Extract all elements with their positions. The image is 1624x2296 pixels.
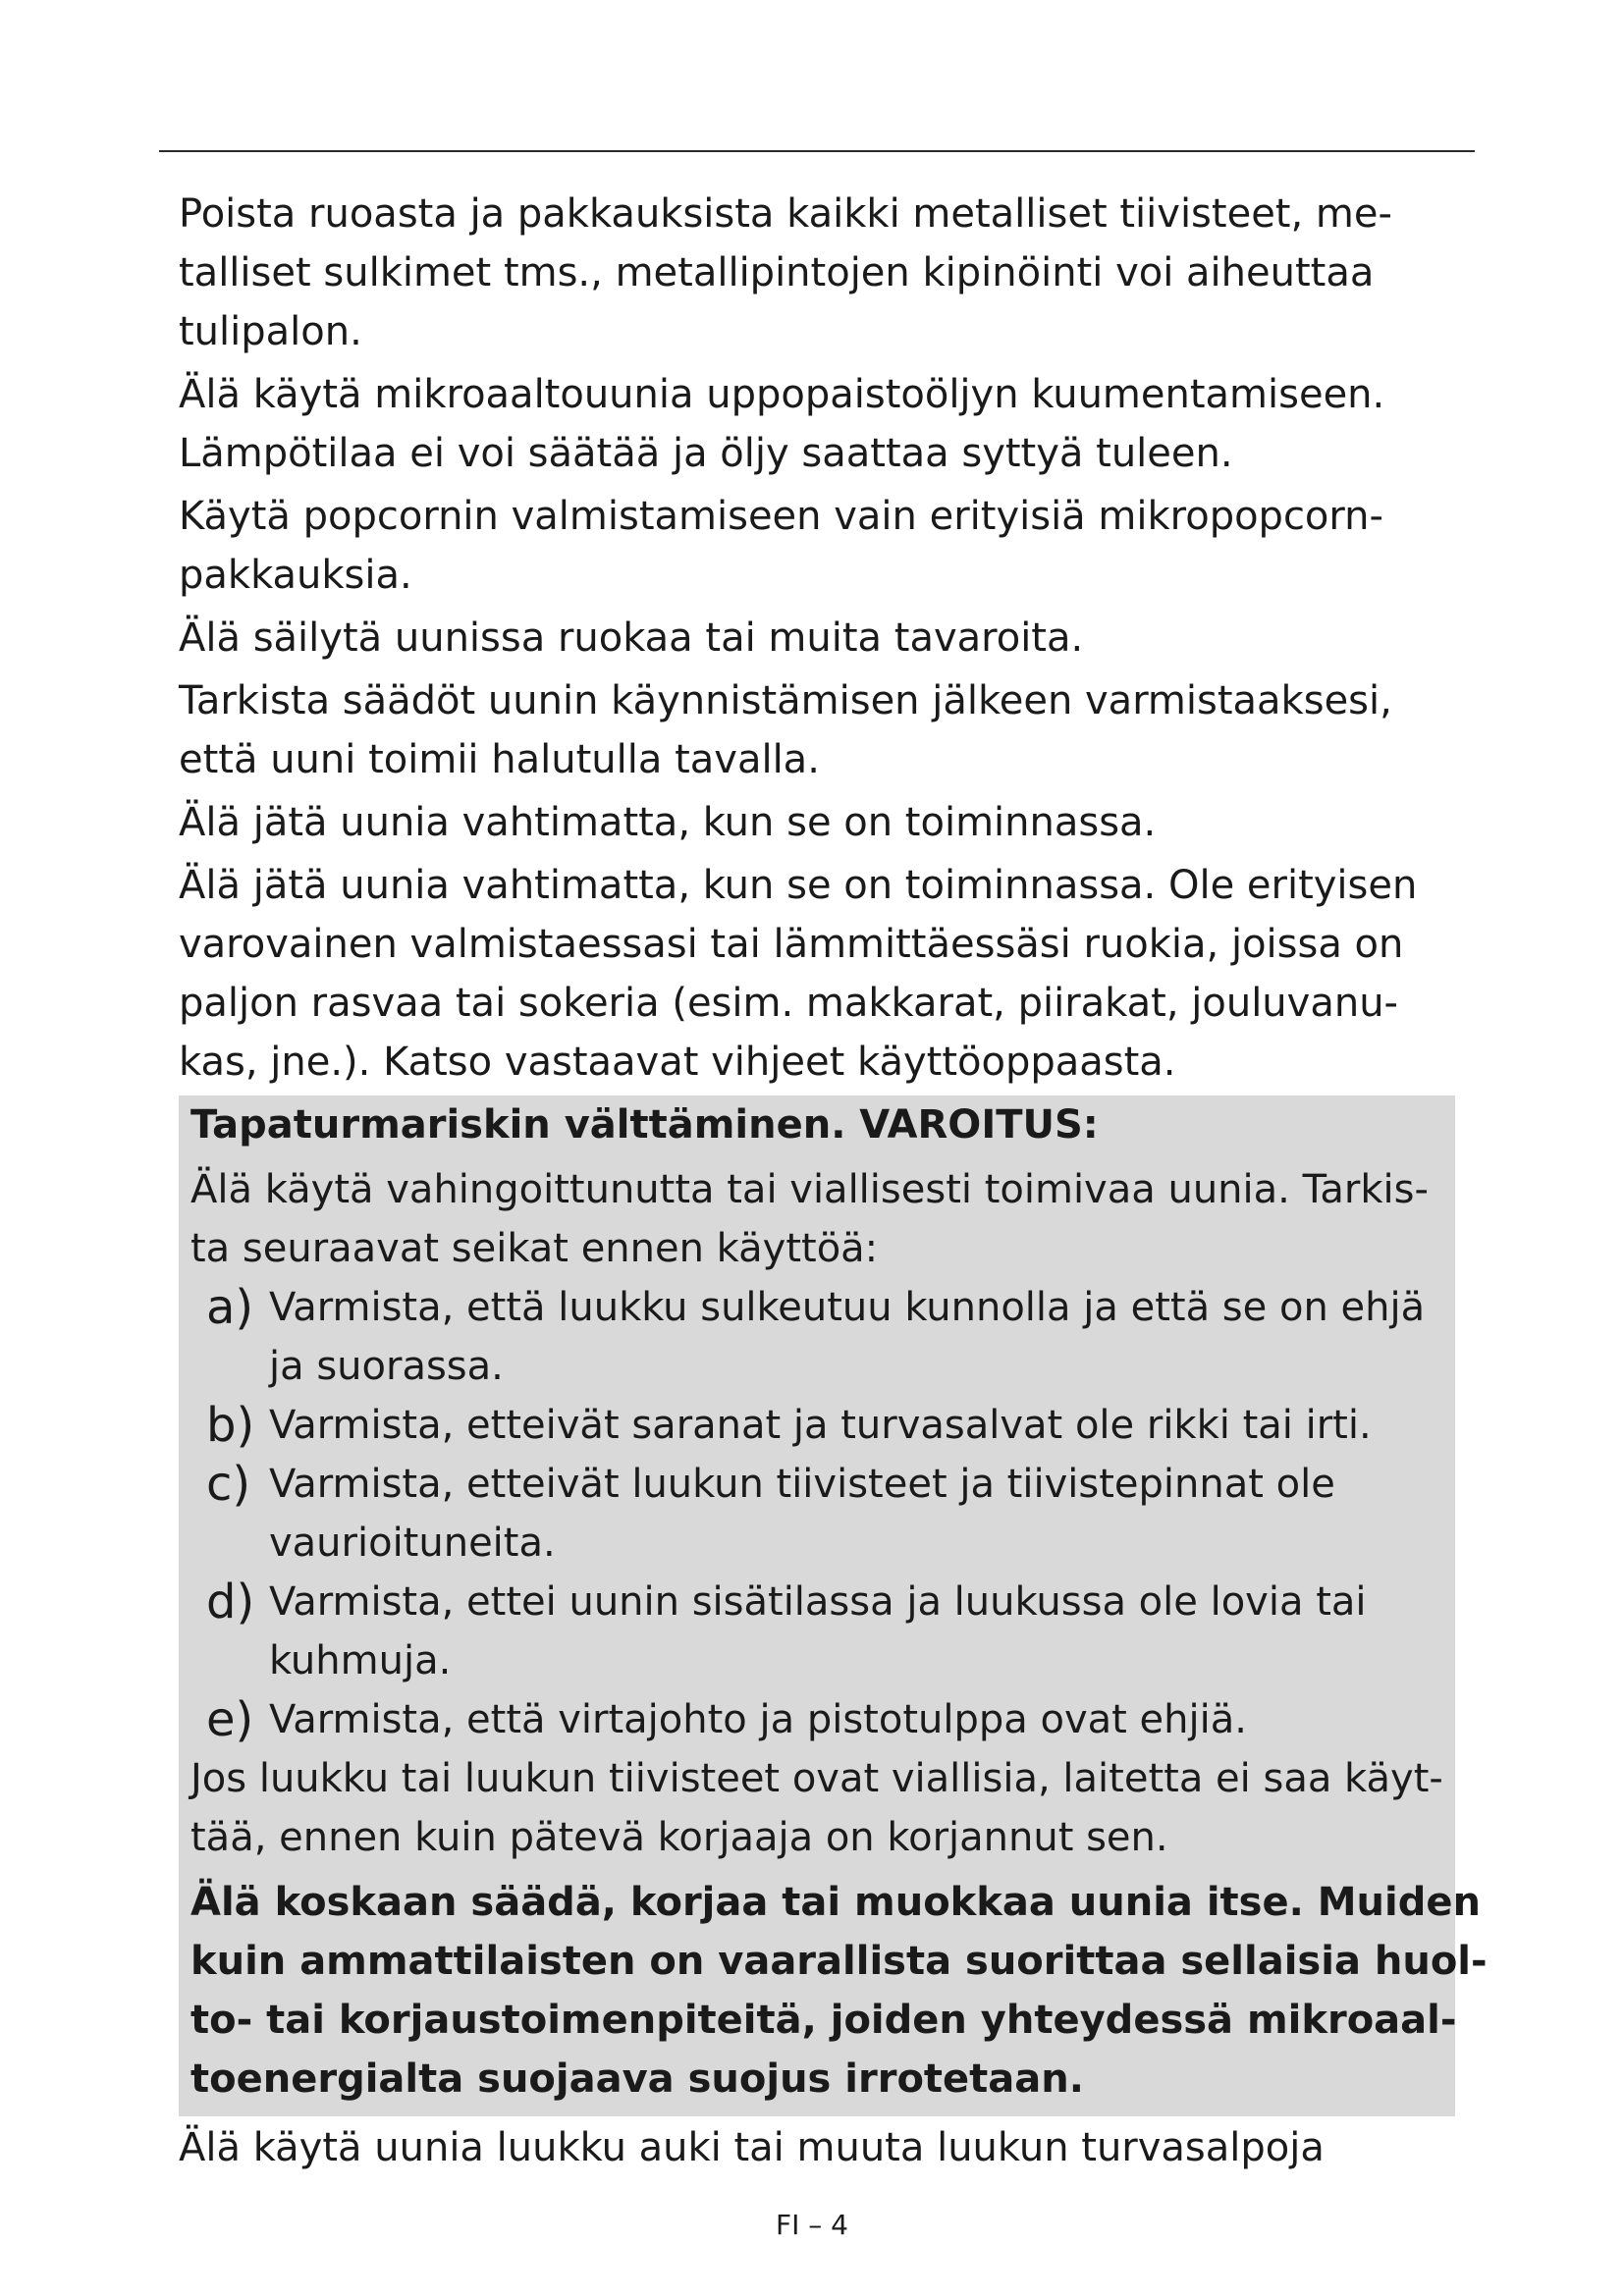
paragraph-storage	[179, 609, 1455, 667]
check-item-c	[190, 1455, 1455, 1573]
text-line: Varmista, etteivät luukun tiivisteet ja tiivistepinnat ole	[269, 1462, 1335, 1507]
warning-bold-text	[190, 1873, 1488, 2109]
text-line: varovainen valmistaessasi tai lämmittäessäsi ruokia, joissa on	[179, 922, 1404, 967]
text-line: Varmista, että luukku sulkeutuu kunnolla ja että se on ehjä	[269, 1285, 1426, 1330]
text-line: kuhmuja.	[269, 1638, 452, 1683]
text-line: kuin ammattilaisten on vaarallista suorittaa sellaisia huol-	[190, 1939, 1488, 1984]
paragraph-unattended-fatty-foods	[179, 856, 1455, 1092]
text-line: Käytä popcornin valmistamiseen vain erityisiä mikropopcorn-	[179, 494, 1383, 539]
check-item-b	[190, 1396, 1455, 1455]
warning-intro	[190, 1160, 1455, 1278]
text-line: Lämpötilaa ei voi säätää ja öljy saattaa syttyä tuleen.	[179, 431, 1233, 476]
check-list	[190, 1278, 1455, 1749]
list-letter: a)	[206, 1280, 254, 1335]
warning-after-text	[190, 1749, 1455, 1867]
list-letter: b)	[206, 1398, 255, 1453]
text-line: Älä käytä mikroaaltouunia uppopaistoöljyn kuumentamiseen.	[179, 372, 1385, 417]
paragraph-unattended	[179, 793, 1455, 852]
text-line: että uuni toimii halutulla tavalla.	[179, 737, 820, 782]
warning-box	[179, 1095, 1488, 2116]
text-line: tulipalon.	[179, 309, 362, 354]
paragraph-check-settings	[179, 671, 1455, 789]
text-line: Älä säilytä uunissa ruokaa tai muita tavaroita.	[179, 615, 1084, 661]
text-line: tää, ennen kuin pätevä korjaaja on korjannut sen.	[190, 1815, 1168, 1860]
text-line: Jos luukku tai luukun tiivisteet ovat viallisia, laitetta ei saa käyt-	[190, 1756, 1443, 1801]
paragraph-popcorn	[179, 487, 1455, 605]
page-number: FI – 4	[776, 2209, 848, 2241]
text-line: vaurioituneita.	[269, 1521, 556, 1566]
warning-title: Tapaturmariskin välttäminen. VAROITUS:	[190, 1102, 1099, 1148]
list-letter: d)	[206, 1575, 255, 1629]
text-line: toenergialta suojaava suojus irrotetaan.	[190, 2056, 1084, 2102]
paragraph-door-open: Älä käytä uunia luukku auki tai muuta luukun turvasalpoja	[179, 2125, 1325, 2170]
text-line: kas, jne.). Katso vastaavat vihjeet käyttöoppaasta.	[179, 1040, 1176, 1085]
check-item-d	[190, 1573, 1455, 1690]
text-line: Varmista, että virtajohto ja pistotulppa ovat ehjiä.	[269, 1697, 1247, 1742]
check-item-e	[190, 1690, 1455, 1749]
text-line: Tarkista säädöt uunin käynnistämisen jälkeen varmistaaksesi,	[179, 678, 1392, 723]
text-line: Poista ruoasta ja pakkauksista kaikki metalliset tiivisteet, me-	[179, 191, 1392, 237]
text-line: talliset sulkimet tms., metallipintojen kipinöinti voi aiheuttaa	[179, 250, 1375, 295]
text-line: to- tai korjaustoimenpiteitä, joiden yhteydessä mikroaal-	[190, 1998, 1457, 2043]
text-line: Älä koskaan säädä, korjaa tai muokkaa uunia itse. Muiden	[190, 1880, 1481, 1925]
text-line: Varmista, etteivät saranat ja turvasalvat ole rikki tai irti.	[269, 1403, 1372, 1448]
text-line: pakkauksia.	[179, 553, 412, 598]
top-rule	[159, 150, 1475, 152]
text-line: Älä jätä uunia vahtimatta, kun se on toiminnassa.	[179, 800, 1157, 845]
check-item-a	[190, 1278, 1455, 1396]
text-line: paljon rasvaa tai sokeria (esim. makkarat, piirakat, jouluvanu-	[179, 981, 1398, 1026]
text-line: ja suorassa.	[269, 1344, 504, 1389]
text-line: Älä jätä uunia vahtimatta, kun se on toiminnassa. Ole erityisen	[179, 863, 1418, 908]
list-letter: c)	[206, 1457, 251, 1512]
paragraph-metal-seals	[179, 185, 1455, 361]
main-content	[179, 185, 1455, 1095]
paragraph-deep-frying-oil	[179, 365, 1455, 483]
text-line: ta seuraavat seikat ennen käyttöä:	[190, 1226, 879, 1271]
text-line: Varmista, ettei uunin sisätilassa ja luukussa ole lovia tai	[269, 1579, 1367, 1625]
list-letter: e)	[206, 1692, 254, 1747]
text-line: Älä käytä vahingoittunutta tai viallisesti toimivaa uunia. Tarkis-	[190, 1167, 1429, 1212]
